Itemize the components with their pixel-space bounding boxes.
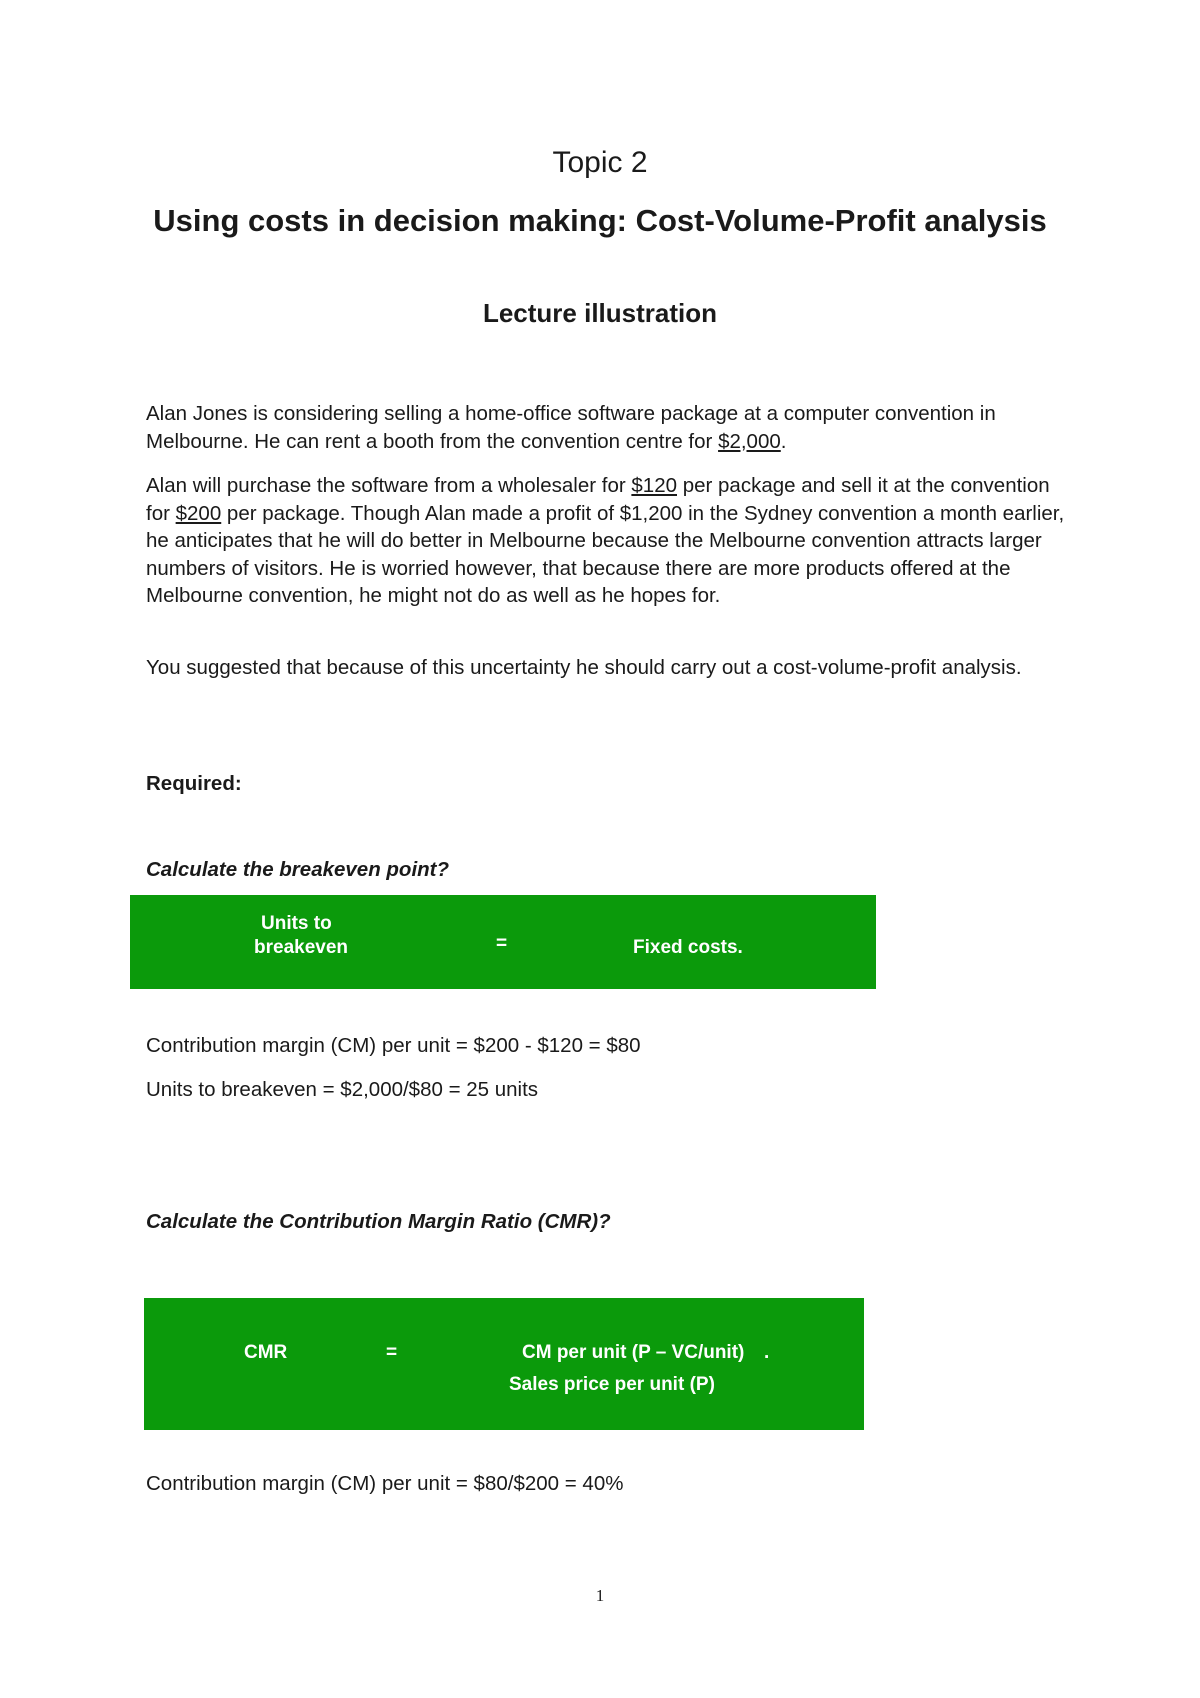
cmr-result-line: Contribution margin (CM) per unit = $80/$200 = 40% (146, 1472, 624, 1495)
breakeven-formula-rhs: Fixed costs. (633, 937, 743, 958)
breakeven-formula-equals: = (496, 933, 508, 954)
paragraph-intro (146, 400, 1066, 455)
topic-label: Topic 2 (552, 146, 648, 179)
cmr-formula-box (144, 1298, 864, 1430)
cmr-formula-numerator: CM per unit (P – VC/unit) (522, 1342, 745, 1363)
cmr-formula-denominator: Sales price per unit (P) (509, 1374, 715, 1395)
breakeven-cm-line: Contribution margin (CM) per unit = $200 - $120 = $80 (146, 1034, 641, 1057)
paragraph-intro-end: . (780, 429, 787, 453)
paragraph-suggestion: You suggested that because of this uncertainty he should carry out a cost-volume-profit analysis. (146, 656, 1022, 679)
paragraph-intro-text: Alan Jones is considering selling a home-office software package at a computer convention in Melbourne. He can rent a booth from the convention centre for (146, 402, 996, 453)
cmr-formula-lhs: CMR (244, 1342, 288, 1363)
breakeven-units-line: Units to breakeven = $2,000/$80 = 25 units (146, 1078, 539, 1101)
paragraph-details-text-a: Alan will purchase the software from a wholesaler for (146, 474, 632, 497)
paragraph-details (146, 472, 1066, 610)
required-heading: Required: (146, 772, 242, 795)
document-title: Using costs in decision making: Cost-Volume-Profit analysis (153, 203, 1047, 238)
cmr-formula-dot: . (764, 1342, 770, 1363)
document-subtitle: Lecture illustration (482, 298, 718, 328)
page-number: 1 (595, 1586, 605, 1605)
paragraph-details-text-b: per package and sell it at the convention for (146, 474, 1050, 525)
paragraph-details-text-c: per package. Though Alan made a profit of $1,200 in the Sydney convention a month earlier, he anticipates that he will do better in Melbourne because the Melbourne convention attracts larger numbers of visitors. He is worried however, that because there are more products offered at the Melbourne convention, he might not do as well as he hopes for. (146, 501, 1065, 607)
breakeven-formula-box (130, 895, 876, 989)
booth-rent-amount: $2,000 (718, 429, 781, 453)
cmr-question: Calculate the Contribution Margin Ratio (CMR)? (146, 1210, 611, 1233)
breakeven-question: Calculate the breakeven point? (146, 858, 450, 881)
sale-price-amount: $200 (175, 501, 222, 525)
purchase-cost-amount: $120 (631, 474, 677, 497)
cmr-formula-equals: = (386, 1342, 398, 1363)
breakeven-formula-lhs-line2: breakeven (254, 937, 349, 958)
breakeven-formula-lhs-line1: Units to (261, 913, 332, 934)
